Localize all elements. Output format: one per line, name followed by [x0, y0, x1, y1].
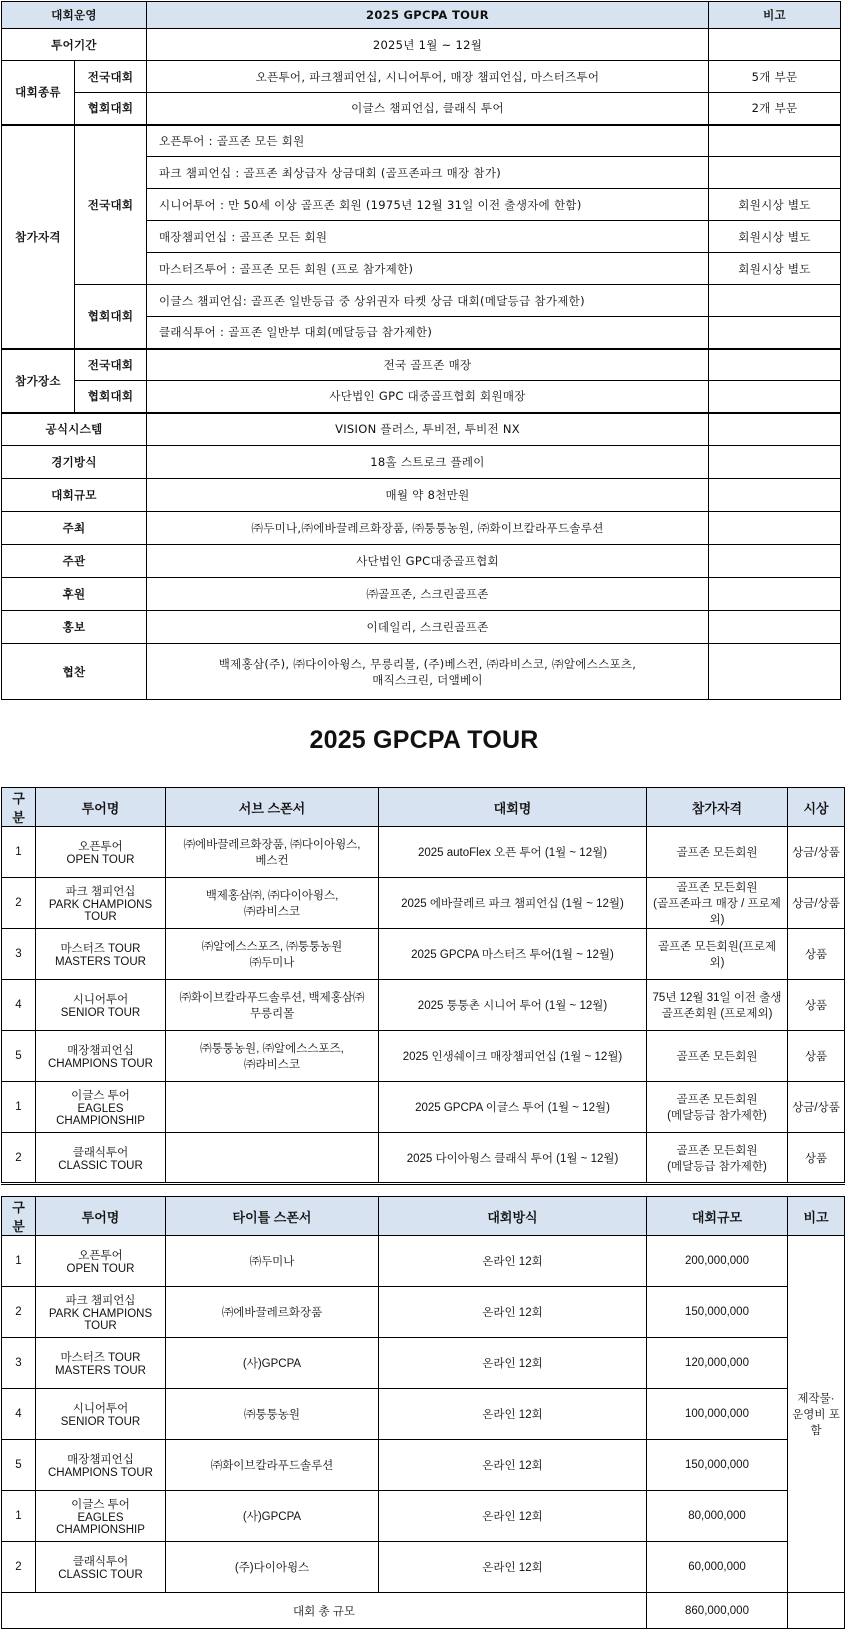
qual-assoc-note: [709, 317, 841, 349]
header-operation: 대회운영: [2, 2, 147, 29]
info-row: [2, 578, 841, 611]
sub-sponsor-line: ㈜에바끌레르화장품, ㈜다이아윙스,: [183, 839, 361, 851]
info-value: ㈜두미나,㈜에바끌레르화장품, ㈜퉁퉁농원, ㈜화이브칼라푸드솔루션: [147, 512, 709, 545]
row-no: 1: [2, 1491, 36, 1542]
scale-row: [2, 1440, 845, 1491]
prize-type: 상품: [788, 980, 845, 1031]
col-header: 대회방식: [379, 1197, 647, 1236]
info-value: 18홀 스트로크 플레이: [147, 446, 709, 479]
row-no: 4: [2, 1389, 36, 1440]
event-scale: 120,000,000: [647, 1338, 788, 1389]
qualification: [647, 1082, 788, 1133]
info-note: [709, 512, 841, 545]
tour-row: [2, 1031, 845, 1082]
header-title: 2025 GPCPA TOUR: [147, 2, 709, 29]
info-row: [2, 413, 841, 446]
period-value: 2025년 1월 ~ 12월: [147, 29, 709, 61]
tour-name-en: EAGLES CHAMPIONSHIP: [56, 1512, 145, 1536]
scale-note-line: 제작물·: [797, 1393, 835, 1405]
info-label: 공식시스템: [2, 413, 147, 446]
info-row: [2, 479, 841, 512]
prize-type: 상품: [788, 929, 845, 980]
row-no: 5: [2, 1440, 36, 1491]
qualification-line: 골프존 모든회원: [676, 1094, 758, 1106]
info-value: ㈜골프존, 스크린골프존: [147, 578, 709, 611]
cooperation-note: [709, 644, 841, 700]
row-no: 2: [2, 1133, 36, 1184]
col-header: 시상: [788, 788, 845, 827]
info-row: [2, 545, 841, 578]
tour-name-kr: 클래식투어: [72, 1556, 129, 1568]
row-no: 5: [2, 1031, 36, 1082]
scale-note: [788, 1236, 845, 1593]
tour-name-kr: 매장챔피언십: [67, 1454, 134, 1466]
tour-name: [36, 1542, 166, 1593]
info-note: [709, 413, 841, 446]
tour-row: [2, 1133, 845, 1184]
tour-name: [36, 1236, 166, 1287]
tour-row: [2, 980, 845, 1031]
sub-sponsor-line: 베스컨: [255, 855, 289, 867]
sub-sponsor-line: ㈜화이브칼라푸드솔루션, 백제홍삼㈜: [179, 992, 365, 1004]
event-format: 온라인 12회: [379, 1389, 647, 1440]
total-label: 대회 총 규모: [2, 1593, 647, 1629]
cooperation-line: 매직스크린, 더앨베이: [372, 672, 483, 687]
qual-national-note: [709, 125, 841, 157]
tour-name: [36, 1338, 166, 1389]
row-no: 1: [2, 1082, 36, 1133]
tour-name-kr: 오픈투어: [78, 1250, 123, 1262]
cooperation-row: [2, 644, 841, 700]
title-sponsor: ㈜두미나: [166, 1236, 379, 1287]
title-sponsor: ㈜에바끌레르화장품: [166, 1287, 379, 1338]
venue-value: 사단법인 GPC 대중골프협회 회원매장: [147, 381, 709, 413]
sub-sponsor-line: ㈜라비스코: [244, 1059, 300, 1071]
tour-name: [36, 1389, 166, 1440]
row-no: 3: [2, 1338, 36, 1389]
sub-sponsor-line: ㈜알에스스포즈, ㈜퉁퉁농원: [201, 941, 343, 953]
qual-national-note: 회원시상 별도: [709, 221, 841, 253]
tour-name: [36, 1133, 166, 1184]
qual-assoc-value: 이글스 챔피언십: 골프존 일반등급 중 상위권자 타켓 상금 대회(메달등급 참가제한): [147, 285, 709, 317]
qual-assoc-value: 클래식투어 : 골프존 일반부 대회(메달등급 참가제한): [147, 317, 709, 349]
period-label: 투어기간: [2, 29, 147, 61]
info-row: [2, 611, 841, 644]
event-scale: 60,000,000: [647, 1542, 788, 1593]
types-note-national: 5개 부문: [709, 61, 841, 93]
tour-name-en: OPEN TOUR: [66, 1263, 135, 1275]
cooperation-line: 백제홍삼(주), ㈜다이아윙스, 무릉리몰, (주)베스컨, ㈜라비스코, ㈜알에스스포츠,: [218, 656, 637, 671]
col-header: 구분: [2, 788, 36, 827]
event-format: 온라인 12회: [379, 1236, 647, 1287]
title-sponsor: ㈜퉁퉁농원: [166, 1389, 379, 1440]
tour-row: [2, 1082, 845, 1133]
prize-type: 상품: [788, 1133, 845, 1184]
scale-row: [2, 1542, 845, 1593]
event-scale: 150,000,000: [647, 1440, 788, 1491]
event-format: 온라인 12회: [379, 1440, 647, 1491]
info-value: 매월 약 8천만원: [147, 479, 709, 512]
info-label: 후원: [2, 578, 147, 611]
qual-national-note: [709, 157, 841, 189]
qualification-line: 골프존 모든회원: [676, 1144, 758, 1157]
tour-name-kr: 시니어투어: [72, 1403, 129, 1415]
event-scale: 100,000,000: [647, 1389, 788, 1440]
info-note: [709, 479, 841, 512]
event-scale: 150,000,000: [647, 1287, 788, 1338]
qual-row: [2, 125, 841, 157]
tour-scale-table: [1, 1196, 845, 1629]
sub-sponsor: [166, 1031, 379, 1082]
sub-sponsor: [166, 980, 379, 1031]
types-label: 대회종류: [2, 61, 75, 125]
col-header: 구분: [2, 1197, 36, 1236]
tour-name-en: CHAMPIONS TOUR: [47, 1058, 153, 1070]
qualification-line: (골프존파크 매장 / 프로제외): [653, 898, 781, 926]
tour-name-en: OPEN TOUR: [66, 854, 135, 866]
title-sponsor: ㈜화이브칼라푸드솔루션: [166, 1440, 379, 1491]
col-header: 투어명: [36, 1197, 166, 1236]
scale-row: [2, 1236, 845, 1287]
tour-name-kr: 파크 챔피언십: [65, 1295, 136, 1307]
tour-name: [36, 827, 166, 878]
qualification-line: 골프존 모든회원(프로제외): [657, 941, 777, 969]
tour-name-kr: 이글스 투어: [71, 1499, 130, 1511]
event-scale: 200,000,000: [647, 1236, 788, 1287]
qualification-line: 골프존회원 (프로제외): [661, 1008, 773, 1020]
tour-name-kr: 파크 챔피언십: [65, 886, 136, 898]
col-header: 대회명: [379, 788, 647, 827]
prize-type: 상금/상품: [788, 1082, 845, 1133]
tour-name-kr: 이글스 투어: [71, 1090, 130, 1102]
tour-name: [36, 929, 166, 980]
venue-sub: 협회대회: [75, 381, 147, 413]
sub-sponsor-line: ㈜퉁퉁농원, ㈜알에스스포즈,: [200, 1043, 344, 1055]
tour-overview-table: [1, 1, 841, 700]
col-header: 비고: [788, 1197, 845, 1236]
sub-sponsor-line: ㈜두미나: [249, 957, 295, 969]
scale-header-row: [2, 1197, 845, 1236]
row-no: 1: [2, 1236, 36, 1287]
info-value: VISION 플러스, 투비전, 투비전 NX: [147, 413, 709, 446]
section-title: 2025 GPCPA TOUR: [309, 726, 539, 754]
qualification-line: (메달등급 참가제한): [667, 1110, 767, 1122]
col-header: 대회규모: [647, 1197, 788, 1236]
row-no: 4: [2, 980, 36, 1031]
event-scale: 80,000,000: [647, 1491, 788, 1542]
tour-name: [36, 980, 166, 1031]
prize-type: 상금/상품: [788, 878, 845, 929]
venue-note: [709, 381, 841, 413]
qualification-line: 골프존 모든회원: [676, 1051, 758, 1063]
types-sub-national: 전국대회: [75, 61, 147, 93]
qual-national-value: 파크 챔피언십 : 골프존 최상급자 상금대회 (골프존파크 매장 참가): [147, 157, 709, 189]
info-label: 주최: [2, 512, 147, 545]
info-row: [2, 446, 841, 479]
title-sponsor: (사)GPCPA: [166, 1338, 379, 1389]
qualification: [647, 827, 788, 878]
scale-row: [2, 1338, 845, 1389]
tour-name-kr: 오픈투어: [78, 841, 123, 853]
tour-row: [2, 827, 845, 878]
tour-sponsor-table: [1, 787, 845, 1185]
prize-type: 상품: [788, 1031, 845, 1082]
sub-sponsor: [166, 1082, 379, 1133]
col-header: 타이틀 스폰서: [166, 1197, 379, 1236]
qual-national-value: 시니어투어 : 만 50세 이상 골프존 회원 (1975년 12월 31일 이전 출생자에 한함): [147, 189, 709, 221]
event-format: 온라인 12회: [379, 1542, 647, 1593]
tour-name-kr: 클래식투어: [72, 1146, 129, 1159]
total-row: [2, 1593, 845, 1629]
tour-name-en: PARK CHAMPIONS TOUR: [48, 1308, 153, 1332]
venue-value: 전국 골프존 매장: [147, 349, 709, 381]
qual-label: 참가자격: [2, 125, 75, 349]
header-note: 비고: [709, 2, 841, 29]
tour-name: [36, 878, 166, 929]
sub-sponsor-line: 백제홍삼㈜, ㈜다이아윙스,: [205, 890, 339, 902]
qual-national-value: 오픈투어 : 골프존 모든 회원: [147, 125, 709, 157]
scale-row: [2, 1287, 845, 1338]
tour-name-kr: 시니어투어: [72, 994, 129, 1006]
period-note: [709, 29, 841, 61]
sub-sponsor: [166, 878, 379, 929]
total-note: [788, 1593, 845, 1629]
qual-national-note: 회원시상 별도: [709, 189, 841, 221]
info-label: 홍보: [2, 611, 147, 644]
info-note: [709, 611, 841, 644]
tour-name: [36, 1287, 166, 1338]
period-row: [2, 29, 841, 61]
qualification-line: 골프존 모든회원: [676, 847, 758, 859]
sponsor-header-row: [2, 788, 845, 827]
row-no: 2: [2, 1287, 36, 1338]
event-name: 2025 인생쉐이크 매장챔피언십 (1월 ~ 12월): [379, 1031, 647, 1082]
qualification-line: 골프존 모든회원: [676, 882, 758, 894]
tour-name-en: MASTERS TOUR: [55, 956, 146, 968]
info-note: [709, 446, 841, 479]
event-name: 2025 다이아윙스 클래식 투어 (1월 ~ 12월): [379, 1133, 647, 1184]
qual-assoc-label: 협회대회: [75, 285, 147, 349]
row-no: 2: [2, 1542, 36, 1593]
tour-name-kr: 매장챔피언십: [67, 1045, 134, 1057]
qual-row: [2, 285, 841, 317]
cooperation-label: 협찬: [2, 644, 147, 700]
qualification: [647, 1031, 788, 1082]
event-name: 2025 GPCPA 마스터즈 투어(1월 ~ 12월): [379, 929, 647, 980]
tour-name-en: PARK CHAMPIONS TOUR: [48, 899, 153, 923]
tour-name-en: SENIOR TOUR: [60, 1416, 141, 1428]
qualification-line: (메달등급 참가제한): [667, 1160, 767, 1173]
tour-name-en: CHAMPIONS TOUR: [47, 1467, 153, 1479]
title-sponsor: (주)다이아윙스: [166, 1542, 379, 1593]
info-value: 이데일리, 스크린골프존: [147, 611, 709, 644]
sub-sponsor: [166, 1133, 379, 1184]
event-name: 2025 에바끌레르 파크 챔피언십 (1월 ~ 12월): [379, 878, 647, 929]
qualification: [647, 980, 788, 1031]
scale-row: [2, 1389, 845, 1440]
tour-name-en: SENIOR TOUR: [60, 1007, 141, 1019]
tour-name-kr: 마스터즈 TOUR: [60, 943, 141, 955]
row-no: 3: [2, 929, 36, 980]
col-header: 참가자격: [647, 788, 788, 827]
tour-name: [36, 1082, 166, 1133]
venue-row-assoc: [2, 381, 841, 413]
qual-national-value: 매장챔피언십 : 골프존 모든 회원: [147, 221, 709, 253]
info-note: [709, 578, 841, 611]
types-value-national: 오픈투어, 파크챔피언십, 시니어투어, 매장 챔피언십, 마스터즈투어: [147, 61, 709, 93]
title-sponsor: (사)GPCPA: [166, 1491, 379, 1542]
cooperation-value: [147, 644, 709, 700]
qualification: [647, 878, 788, 929]
prize-type: 상금/상품: [788, 827, 845, 878]
col-header: 서브 스폰서: [166, 788, 379, 827]
total-value: 860,000,000: [647, 1593, 788, 1629]
row-no: 2: [2, 878, 36, 929]
qual-national-value: 마스터즈투어 : 골프존 모든 회원 (프로 참가제한): [147, 253, 709, 285]
info-row: [2, 512, 841, 545]
venue-note: [709, 349, 841, 381]
info-label: 주관: [2, 545, 147, 578]
venue-label: 참가장소: [2, 349, 75, 413]
scale-note-line: 운영비 포함: [792, 1409, 840, 1437]
tour-row: [2, 878, 845, 929]
qualification: [647, 929, 788, 980]
qual-national-note: 회원시상 별도: [709, 253, 841, 285]
tour-name-en: EAGLES CHAMPIONSHIP: [56, 1103, 145, 1127]
tour-name-kr: 마스터즈 TOUR: [60, 1352, 141, 1364]
types-sub-assoc: 협회대회: [75, 93, 147, 125]
overview-header-row: [2, 2, 841, 29]
qual-national-label: 전국대회: [75, 125, 147, 285]
venue-row-national: [2, 349, 841, 381]
info-label: 대회규모: [2, 479, 147, 512]
tour-row: [2, 929, 845, 980]
types-row-national: [2, 61, 841, 93]
col-header: 투어명: [36, 788, 166, 827]
qualification: [647, 1133, 788, 1184]
types-row-assoc: [2, 93, 841, 125]
event-format: 온라인 12회: [379, 1287, 647, 1338]
row-no: 1: [2, 827, 36, 878]
event-name: 2025 퉁퉁촌 시니어 투어 (1월 ~ 12월): [379, 980, 647, 1031]
event-format: 온라인 12회: [379, 1491, 647, 1542]
sub-sponsor: [166, 827, 379, 878]
qualification-line: 75년 12월 31일 이전 출생: [652, 992, 782, 1004]
event-name: 2025 autoFlex 오픈 투어 (1월 ~ 12월): [379, 827, 647, 878]
tour-name: [36, 1491, 166, 1542]
tour-name: [36, 1031, 166, 1082]
tour-name-en: CLASSIC TOUR: [58, 1159, 143, 1172]
scale-row: [2, 1491, 845, 1542]
qual-assoc-note: [709, 285, 841, 317]
tour-name-en: CLASSIC TOUR: [58, 1569, 143, 1581]
venue-sub: 전국대회: [75, 349, 147, 381]
sub-sponsor: [166, 929, 379, 980]
event-name: 2025 GPCPA 이글스 투어 (1월 ~ 12월): [379, 1082, 647, 1133]
tour-name: [36, 1440, 166, 1491]
info-note: [709, 545, 841, 578]
sub-sponsor-line: 무릉리몰: [249, 1008, 295, 1020]
types-value-assoc: 이글스 챔피언십, 클래식 투어: [147, 93, 709, 125]
event-format: 온라인 12회: [379, 1338, 647, 1389]
info-label: 경기방식: [2, 446, 147, 479]
sub-sponsor-line: ㈜라비스코: [244, 906, 300, 918]
types-note-assoc: 2개 부문: [709, 93, 841, 125]
tour-name-en: MASTERS TOUR: [55, 1365, 146, 1377]
info-value: 사단법인 GPC대중골프협회: [147, 545, 709, 578]
